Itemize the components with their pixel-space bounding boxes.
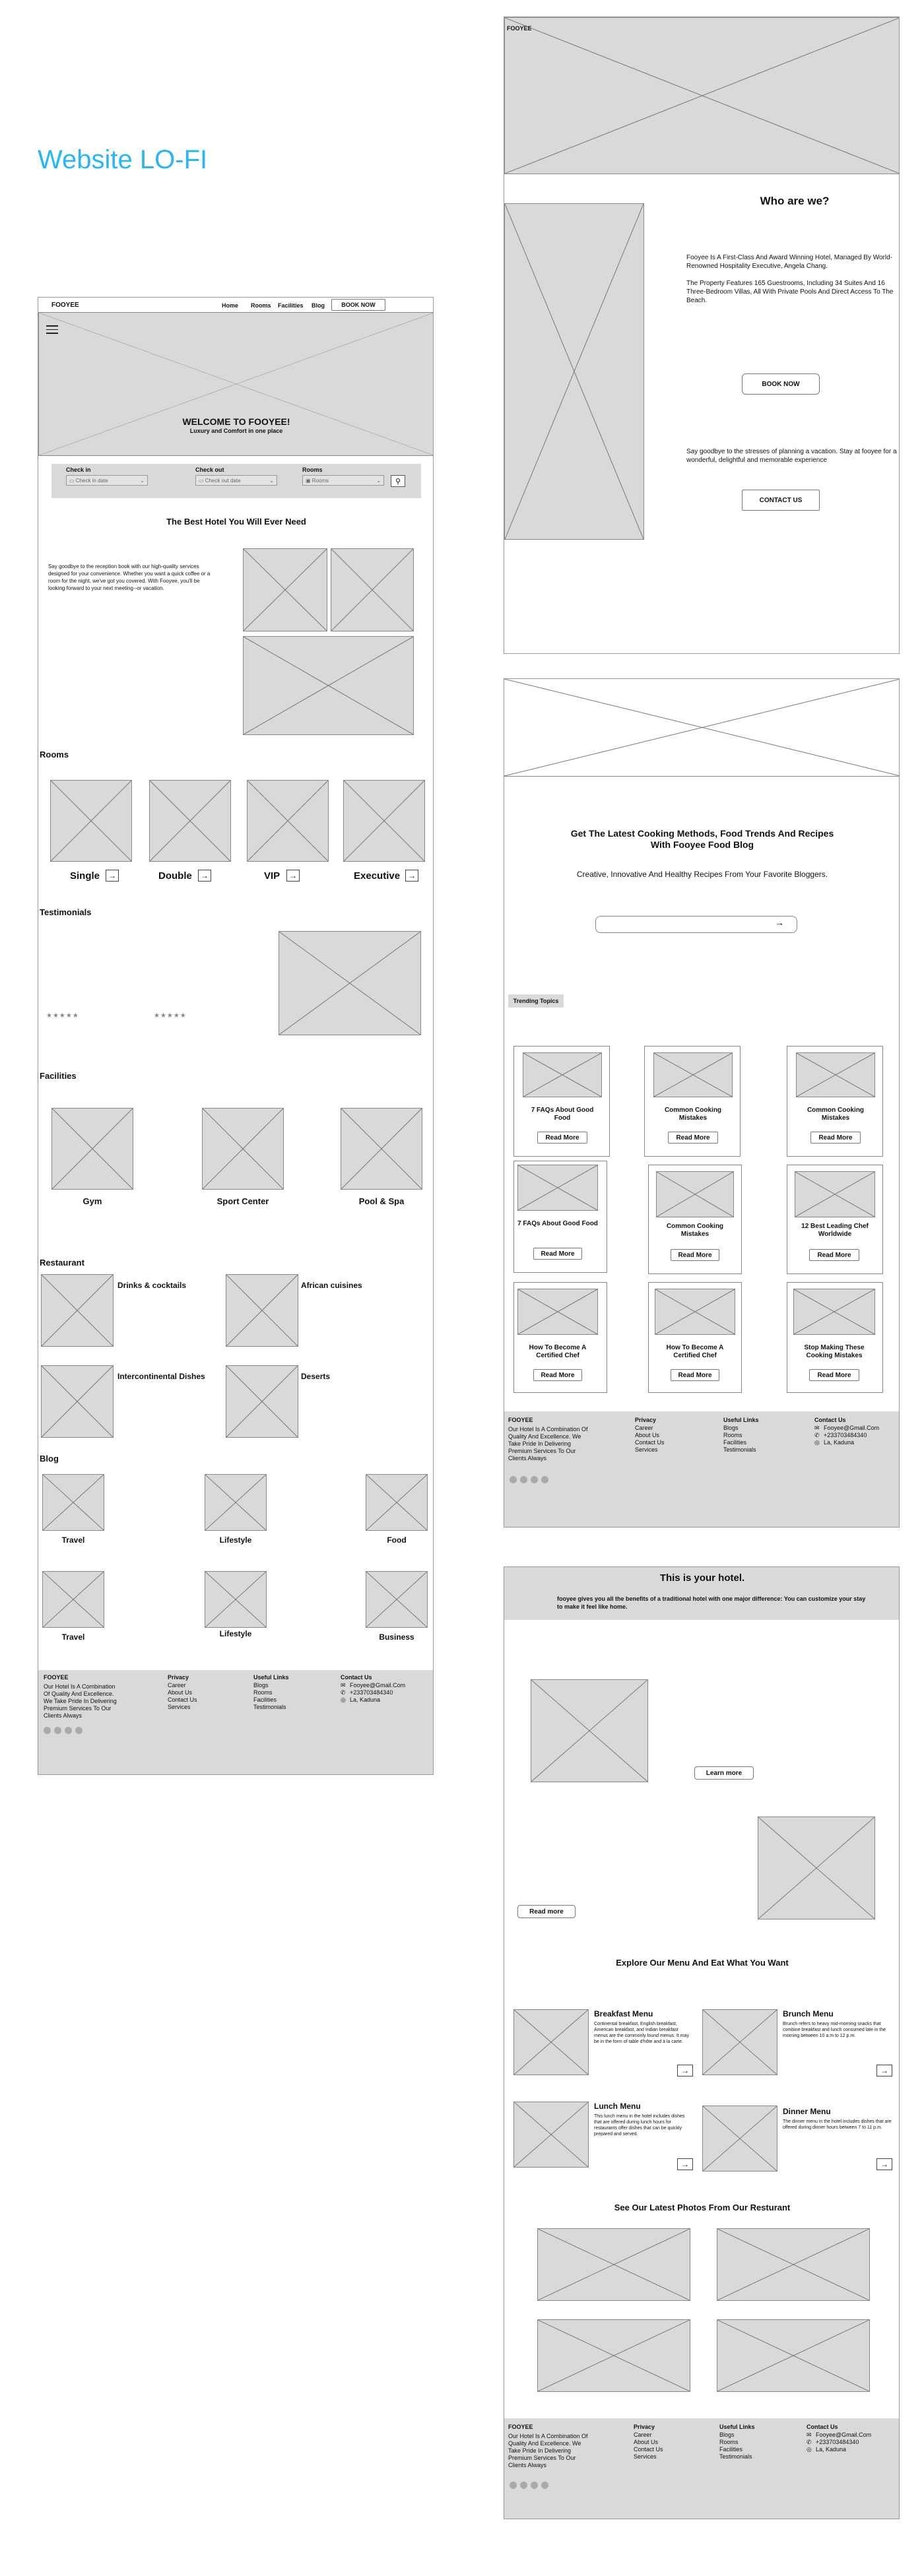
arrow-right-icon[interactable]: → [775,917,784,928]
mail-icon: ✉ [341,1682,346,1689]
social-icon[interactable] [520,1476,527,1483]
footer-about: Our Hotel Is A Combination Of Quality And Excellence. We Take Pride In Delivering Premium Services To Our Clients Always [508,2433,588,2468]
chevron-down-icon: ⌄ [140,477,145,484]
facility-image-sport[interactable] [202,1108,284,1190]
best-hotel-text: Say goodbye to the reception book with our high-quality services designed for your convenience. Whether you want a quick coffee or a room for the night, we've got you covered. With Fooyee, you'll be looking forward to your next meeting--or vacation. [48,564,211,591]
footer-col2-title: Useful Links [723,1417,759,1423]
blog-card-title: Stop Making These Cooking Mistakes [804,1344,865,1359]
arrow-right-icon[interactable]: → [677,2158,693,2170]
menu-name-brunch: Brunch Menu [783,2009,834,2018]
social-icon[interactable] [520,2482,527,2489]
book-now-button[interactable]: BOOK NOW [331,299,385,311]
blog-card-image [796,1052,875,1097]
blog-card-title: How To Become A Certified Chef [529,1344,587,1359]
footer-about: Our Hotel Is A Combination Of Quality And Excellence. We Take Pride In Delivering Premium Services To Our Clients Always [44,1683,117,1719]
about-title: Who are we? [760,195,830,207]
testimonials-title: Testimonials [40,907,92,917]
checkin-placeholder: Check in date [75,477,108,484]
facility-image-gym[interactable] [51,1108,133,1190]
blog-subtitle: Creative, Innovative And Healthy Recipes From Your Favorite Bloggers. [576,870,828,879]
mail-icon: ✉ [807,2431,812,2438]
blog-card-title: Common Cooking Mistakes [807,1107,865,1122]
read-more-button[interactable]: Read More [668,1132,718,1143]
arrow-right-icon[interactable]: → [106,870,119,882]
rooms-label: Rooms [302,467,323,473]
menu-name-lunch: Lunch Menu [594,2102,641,2111]
blog-card-title: Common Cooking Mistakes [664,1107,722,1122]
footer-link[interactable]: Testimonials [253,1704,286,1710]
restaurant-label-intercontinental: Intercontinental Dishes [117,1372,205,1381]
restaurant-image [758,1817,875,1919]
search-icon[interactable]: ⚲ [391,475,405,487]
room-image-double[interactable] [149,780,231,862]
restaurant-photo [717,2228,870,2301]
restaurant-label-deserts: Deserts [301,1372,331,1381]
footer-link[interactable]: About Us [634,2439,659,2445]
restaurant-title: Restaurant [40,1258,84,1268]
social-icon[interactable] [541,1476,548,1483]
facility-image-pool[interactable] [341,1108,422,1190]
about-paragraph-1: Fooyee Is A First-Class And Award Winning Hotel, Managed By World-Renowned Hospitality Executive, Angela Chang. [686,254,892,270]
read-more-button[interactable]: Read More [810,1132,861,1143]
chevron-down-icon: ⌄ [269,477,274,484]
read-more-button[interactable]: Read More [533,1248,582,1260]
calendar-icon: ▭ [69,477,76,484]
footer-link[interactable]: Testimonials [723,1446,756,1453]
hero-title: WELCOME TO FOOYEE! [182,416,290,427]
read-more-button[interactable]: Read More [809,1369,859,1381]
footer-location: La, Kaduna [824,1439,855,1446]
social-icon[interactable] [541,2482,548,2489]
restaurant-image-intercontinental [41,1365,114,1438]
menu-icon[interactable] [46,325,58,335]
blog-label: Lifestyle [219,1535,252,1545]
footer-link[interactable]: Services [635,1446,658,1453]
calendar-icon: ▭ [199,477,205,484]
footer-email[interactable]: Fooyee@Gmail.Com [350,1682,406,1689]
arrow-right-icon[interactable]: → [405,870,418,882]
blog-card-title: 12 Best Leading Chef Worldwide [801,1223,869,1238]
footer-phone[interactable]: +233703484340 [816,2439,859,2445]
blog-title: Blog [40,1454,59,1464]
restaurant-subtitle: fooyee gives you all the benefits of a traditional hotel with one major difference: You can customize your stay to make it feel like home. [557,1595,866,1610]
about-paragraph-2: The Property Features 165 Guestrooms, Including 34 Suites And 16 Three-Bedroom Villas, All With Private Pools And Direct Access To The Beach. [686,280,894,304]
footer-col3-title: Contact Us [807,2424,838,2430]
restaurant-image [531,1679,648,1782]
nav-facilities[interactable]: Facilities [278,302,304,309]
footer-col1-title: Privacy [635,1417,657,1423]
about-paragraph-3: Say goodbye to the stresses of planning a vacation. Stay at fooyee for a wonderful, delightful and memorable experience [686,448,897,464]
menu-image-brunch [702,2009,777,2075]
restaurant-photo [537,2319,690,2392]
menu-image-dinner [702,2106,777,2172]
restaurant-label-drinks: Drinks & cocktails [117,1281,187,1290]
social-icon[interactable] [65,1727,72,1734]
footer-col2-title: Useful Links [719,2424,755,2430]
checkout-label: Check out [195,467,224,473]
footer-link[interactable]: Rooms [719,2439,739,2445]
blog-card-title: How To Become A Certified Chef [666,1344,724,1359]
blog-image[interactable] [42,1474,104,1531]
restaurant-photo [717,2319,870,2392]
mail-icon: ✉ [814,1425,820,1431]
checkin-input[interactable] [66,475,148,486]
checkout-input[interactable] [195,475,277,486]
about-frame [504,16,900,654]
menu-title: Explore Our Menu And Eat What You Want [616,1958,789,1968]
footer-phone[interactable]: +233703484340 [350,1689,393,1696]
facility-label-gym: Gym [82,1196,102,1206]
footer-link[interactable]: Career [635,1425,653,1431]
menu-image-breakfast [513,2009,589,2075]
blog-card-image [523,1052,602,1097]
location-icon: ◎ [807,2446,812,2453]
blog-card-title: 7 FAQs About Good Food [517,1220,598,1227]
facility-label-pool: Pool & Spa [358,1196,405,1206]
restaurant-label-african: African cuisines [301,1281,362,1290]
arrow-right-icon[interactable]: → [876,2158,892,2170]
homepage-frame [38,297,434,1775]
facility-label-sport: Sport Center [216,1196,269,1206]
rooms-select[interactable] [302,475,384,486]
footer-link[interactable]: Contact Us [168,1696,197,1703]
checkout-placeholder: Check out date [205,477,241,484]
blog-card-image [795,1171,875,1217]
footer-link[interactable]: Services [168,1704,191,1710]
restaurant-image-deserts [226,1365,298,1438]
room-label-single: Single [70,870,100,882]
room-label-vip: VIP [264,870,280,882]
blog-label: Lifestyle [219,1629,252,1638]
blog-label: Travel [61,1535,85,1545]
testimonial-image [279,931,421,1035]
arrow-right-icon[interactable]: → [677,2065,693,2077]
arrow-right-icon[interactable]: → [876,2065,892,2077]
read-more-button[interactable]: Read More [537,1132,587,1143]
nav-blog[interactable]: Blog [312,302,325,309]
read-more-button[interactable]: Read More [533,1369,582,1381]
footer-link[interactable]: About Us [635,1432,660,1438]
blog-image[interactable] [366,1474,428,1531]
footer-link[interactable]: Contact Us [634,2446,663,2453]
room-label-executive: Executive [354,870,401,882]
read-more-button[interactable]: Read More [809,1249,859,1261]
learn-more-button[interactable]: Learn more [694,1766,754,1780]
blog-card-image [653,1052,733,1097]
best-hotel-image-2 [331,548,414,631]
room-image-executive[interactable] [343,780,425,862]
read-more-button[interactable]: Read More [671,1249,719,1261]
footer-location: La, Kaduna [350,1696,381,1703]
footer-phone[interactable]: +233703484340 [824,1432,867,1438]
social-icon[interactable] [75,1727,82,1734]
blog-frame [504,678,900,1528]
location-icon: ◎ [341,1696,346,1703]
hero-image [38,312,434,456]
footer-link[interactable]: Blogs [723,1425,739,1431]
blog-image[interactable] [205,1571,267,1628]
room-label-double: Double [158,870,192,882]
rooms-title: Rooms [40,750,69,759]
arrow-right-icon[interactable]: → [198,870,211,882]
room-image-vip[interactable] [247,780,329,862]
menu-desc-dinner: The dinner menu in the hotel includes dishes that are offered during dinner hours between 7 to 11 p.m. [783,2119,892,2130]
newsletter-input[interactable] [595,916,797,933]
blog-card-image [517,1289,598,1335]
footer-link[interactable]: Career [634,2431,652,2438]
restaurant-title: This is your hotel. [659,1572,745,1584]
logo[interactable]: FOOYEE [51,302,79,309]
blog-hero-image [504,679,900,777]
restaurant-photo [537,2228,690,2301]
about-side-image [504,203,644,540]
logo[interactable]: FOOYEE [507,25,532,32]
menu-desc-breakfast: Continental breakfast, English breakfast, American breakfast, and Indian breakfast menus are the commonly found menus. It may be in the form of table d'hôte and à la carte. [594,2022,689,2044]
footer-col1-title: Privacy [168,1674,189,1681]
footer-link[interactable]: Testimonials [719,2453,752,2460]
blog-image[interactable] [366,1571,428,1628]
footer-link[interactable]: Rooms [253,1689,273,1696]
bed-icon: ▣ [306,477,312,484]
blog-card-title: 7 FAQs About Good Food [531,1107,594,1122]
best-hotel-title: The Best Hotel You Will Ever Need [166,517,306,527]
menu-name-breakfast: Breakfast Menu [594,2009,653,2018]
footer-link[interactable]: Career [168,1682,186,1689]
blog-card-image [517,1165,598,1211]
blog-title: Get The Latest Cooking Methods, Food Trends And Recipes With Fooyee Food Blog [570,828,834,850]
menu-desc-brunch: Brunch refers to heavy mid-morning snacks that combine breakfast and lunch consumed late in the morning between 10 a.m to 12 p.m. [783,2022,886,2038]
footer-col3-title: Contact Us [341,1674,372,1681]
restaurant-image-african [226,1274,298,1347]
location-icon: ◎ [814,1439,820,1446]
footer-email[interactable]: Fooyee@Gmail.Com [824,1425,880,1431]
chevron-down-icon: ⌄ [376,477,381,484]
read-more-button[interactable]: Read more [517,1905,576,1918]
footer-col3-title: Contact Us [814,1417,846,1423]
blog-card-image [655,1289,735,1335]
footer-link[interactable]: About Us [168,1689,193,1696]
footer-link[interactable]: Blogs [253,1682,269,1689]
footer-col1-title: Privacy [634,2424,655,2430]
footer-link[interactable]: Facilities [719,2446,743,2453]
footer-link[interactable]: Blogs [719,2431,735,2438]
footer-link[interactable]: Facilities [723,1439,747,1446]
phone-icon: ✆ [341,1689,346,1696]
best-hotel-image-3 [243,636,414,735]
photos-title: See Our Latest Photos From Our Resturant [614,2203,791,2212]
nav-home[interactable]: Home [222,302,239,309]
blog-card-image [656,1171,734,1217]
menu-image-lunch [513,2102,589,2168]
footer-link[interactable]: Rooms [723,1432,742,1438]
book-now-button[interactable]: BOOK NOW [742,373,820,395]
read-more-button[interactable]: Read More [671,1369,719,1381]
menu-desc-lunch: This lunch menu in the hotel includes dishes that are offered during lunch hours for restaurants offer dishes that can be quickly prepared and served. [594,2114,685,2137]
page-title: Website LO-FI [38,145,208,174]
rating-stars: ★★★★★ [46,1012,79,1019]
nav-rooms[interactable]: Rooms [251,302,271,309]
blog-label: Travel [61,1632,85,1642]
blog-label: Food [387,1535,407,1545]
contact-us-button[interactable]: CONTACT US [742,490,820,511]
rooms-placeholder: Rooms [312,477,329,484]
blog-image[interactable] [205,1474,267,1531]
about-hero-image [504,17,900,174]
facilities-title: Facilities [40,1071,77,1081]
footer-email[interactable]: Fooyee@Gmail.Com [816,2431,872,2438]
restaurant-frame [504,1566,900,2519]
social-icon[interactable] [510,2482,517,2489]
footer-col2-title: Useful Links [253,1674,289,1681]
blog-card-title: Common Cooking Mistakes [666,1223,724,1238]
footer-logo: FOOYEE [508,1417,533,1423]
hero-subtitle: Luxury and Comfort in one place [189,428,283,434]
checkin-label: Check in [66,467,91,473]
room-image-single[interactable] [50,780,132,862]
footer-logo: FOOYEE [508,2424,533,2430]
social-icon[interactable] [54,1727,61,1734]
social-icon[interactable] [531,1476,538,1483]
restaurant-image-drinks [41,1274,114,1347]
phone-icon: ✆ [814,1432,820,1438]
phone-icon: ✆ [807,2439,812,2445]
footer-link[interactable]: Contact Us [635,1439,665,1446]
footer-about: Our Hotel Is A Combination Of Quality And Excellence. We Take Pride In Delivering Premium Services To Our Clients Always [508,1426,588,1462]
social-icon[interactable] [510,1476,517,1483]
arrow-right-icon[interactable]: → [286,870,300,882]
footer-link[interactable]: Facilities [253,1696,277,1703]
blog-card-image [793,1289,875,1335]
footer-location: La, Kaduna [816,2446,847,2453]
blog-image[interactable] [42,1571,104,1628]
footer-logo: FOOYEE [44,1674,69,1681]
footer-link[interactable]: Services [634,2453,657,2460]
rating-stars: ★★★★★ [154,1012,187,1019]
blog-label: Business [379,1632,414,1642]
best-hotel-image-1 [243,548,327,631]
social-icon[interactable] [44,1727,51,1734]
menu-name-dinner: Dinner Menu [783,2107,831,2116]
trending-topics-label: Trending Topics [508,994,564,1008]
social-icon[interactable] [531,2482,538,2489]
